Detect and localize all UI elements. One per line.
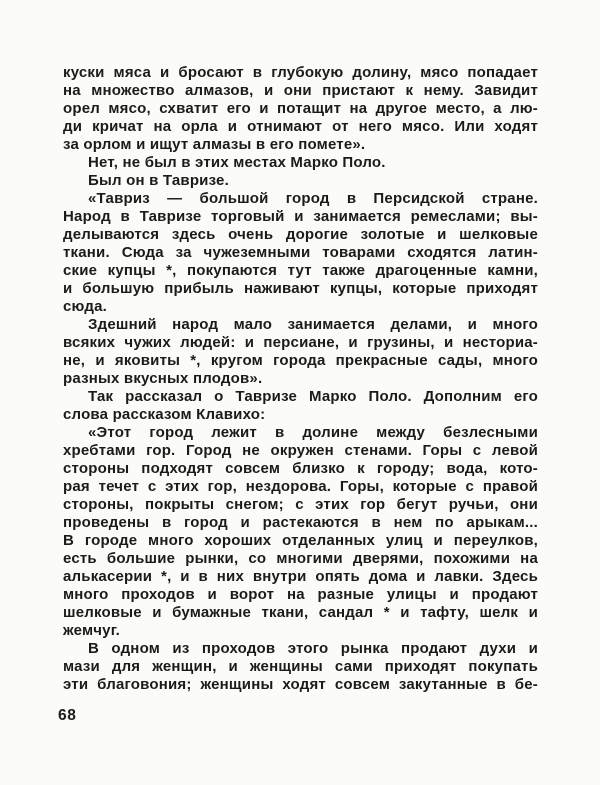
text-line: мази для женщин, и женщины сами приходят покупать xyxy=(63,658,538,675)
paragraph xyxy=(63,64,538,154)
text-line: не, и яковиты *, кругом города прекрасные сады, много xyxy=(63,352,538,369)
text-line: рая течет с этих гор, нездорова. Горы, которые с правой xyxy=(63,478,538,495)
text-line: сюда. xyxy=(63,298,107,315)
text-line: Так рассказал о Тавризе Марко Поло. Дополним его xyxy=(88,388,538,405)
text-block xyxy=(63,64,538,694)
text-line: и большую прибыль наживают купцы, которые приходят xyxy=(63,280,538,297)
text-line: куски мяса и бросают в глубокую долину, мясо попадает xyxy=(63,64,538,81)
text-line: Нет, не был в этих местах Марко Поло. xyxy=(88,154,386,171)
paragraph xyxy=(63,316,538,388)
text-line: эти благовония; женщины ходят совсем закутанные в бе- xyxy=(63,676,538,693)
text-line: «Тавриз — большой город в Персидской стране. xyxy=(88,190,538,207)
text-line: всяких чужих людей: и персиане, и грузины, и несториа- xyxy=(63,334,538,351)
paragraph xyxy=(63,424,538,640)
text-line: алькасерии *, и в них внутри опять дома и лавки. Здесь xyxy=(63,568,538,585)
text-line: ди кричат на орла и отнимают от него мясо. Или ходят xyxy=(63,118,538,135)
paragraph xyxy=(63,154,538,172)
text-line: В городе много хороших отделанных улиц и переулков, xyxy=(63,532,538,549)
paragraph xyxy=(63,388,538,424)
text-line: на множество алмазов, и они пристают к нему. Завидит xyxy=(63,82,538,99)
text-line: ткани. Сюда за чужеземными товарами сходятся латин- xyxy=(63,244,538,261)
text-line: стороны, покрыты снегом; с этих гор бегут ручьи, они xyxy=(63,496,538,513)
text-line: «Этот город лежит в долине между безлесными xyxy=(88,424,538,441)
text-line: хребтами гор. Город не окружен стенами. Горы с левой xyxy=(63,442,538,459)
paragraph xyxy=(63,640,538,694)
text-line: за орлом и ищут алмазы в его помете». xyxy=(63,136,366,153)
page-number: 68 xyxy=(58,707,77,724)
text-line: Был он в Тавризе. xyxy=(88,172,229,189)
text-line: делываются здесь очень дорогие золотые и шелковые xyxy=(63,226,538,243)
text-line: есть большие рынки, со многими дверями, похожими на xyxy=(63,550,538,567)
text-line: орел мясо, схватит его и потащит на другое место, а лю- xyxy=(63,100,538,117)
paragraph xyxy=(63,172,538,190)
text-line: Народ в Тавризе торговый и занимается ремеслами; вы- xyxy=(63,208,538,225)
text-line: шелковые и бумажные ткани, сандал * и тафту, шелк и xyxy=(63,604,538,621)
text-line: проведены в город и растекаются в нем по арыкам... xyxy=(63,514,538,531)
text-line: жемчуг. xyxy=(63,622,121,639)
text-line: слова рассказом Клавихо: xyxy=(63,406,266,423)
text-line: разных вкусных плодов». xyxy=(63,370,263,387)
text-line: стороны подходят совсем близко к городу; вода, кото- xyxy=(63,460,538,477)
paragraph xyxy=(63,190,538,316)
text-line: Здешний народ мало занимается делами, и много xyxy=(88,316,538,333)
text-line: ские купцы *, покупаются тут также драгоценные камни, xyxy=(63,262,538,279)
text-line: много проходов и ворот на разные улицы и продают xyxy=(63,586,538,603)
text-line: В одном из проходов этого рынка продают духи и xyxy=(88,640,538,657)
